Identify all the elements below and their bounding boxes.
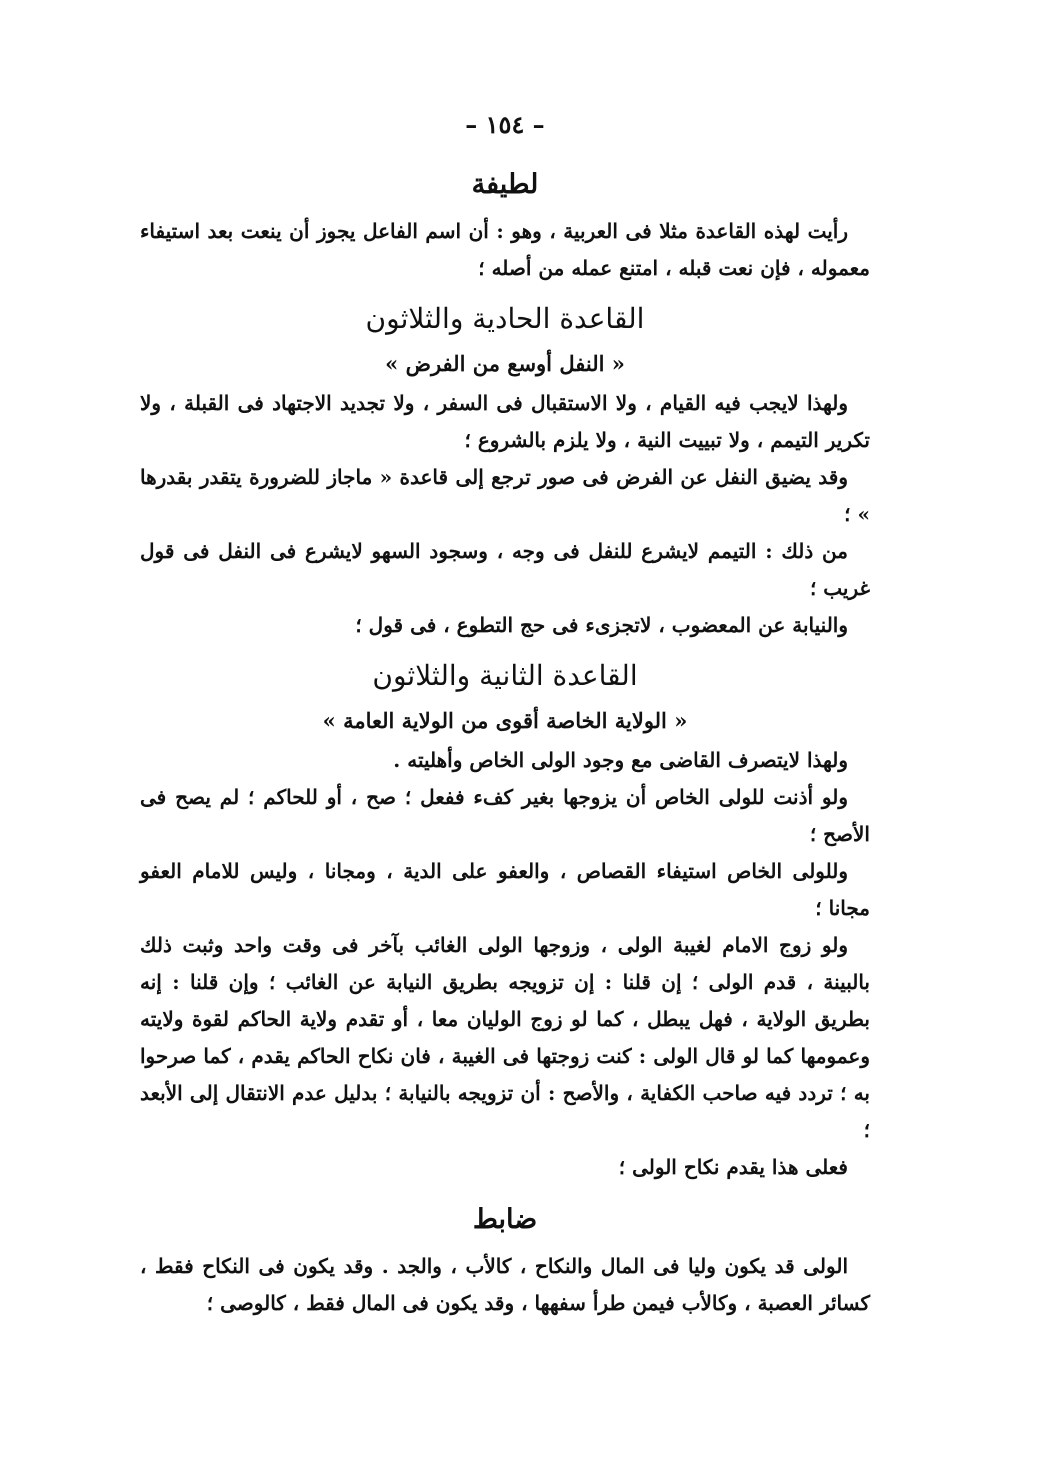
- paragraph: الولى قد يكون وليا فى المال والنكاح ، كالأب ، والجد . وقد يكون فى النكاح فقط ، كسائر العصبة ، وكالأب فيمن طرأ سفهها ، وقد يكون فى المال فقط ، كالوصى ؛: [140, 1254, 870, 1315]
- section-rule-31: [140, 301, 870, 644]
- section-rule-32: [140, 658, 870, 1186]
- paragraph: ولهذا لايتصرف القاضى مع وجود الولى الخاص وأهليته .: [393, 748, 848, 772]
- paragraph: وقد يضيق النفل عن الفرض فى صور ترجع إلى قاعدة « ماجاز للضرورة يتقدر بقدرها » ؛: [140, 465, 870, 526]
- section-heading: ضابط: [472, 1204, 538, 1235]
- paragraph: وللولى الخاص استيفاء القصاص ، والعفو على الدية ، ومجانا ، وليس للامام العفو مجانا ؛: [140, 859, 870, 920]
- section-latifa: [140, 167, 870, 287]
- section-heading: القاعدة الحادية والثلاثون: [365, 302, 645, 335]
- section-dabit: [140, 1202, 870, 1322]
- paragraph: فعلى هذا يقدم نكاح الولى ؛: [618, 1155, 848, 1179]
- paragraph: من ذلك : التيمم لايشرع للنفل فى وجه ، وسجود السهو لايشرع فى النفل فى قول غريب ؛: [140, 539, 870, 600]
- paragraph: ولو زوج الامام لغيبة الولى ، وزوجها الولى الغائب بآخر فى وقت واحد وثبت ذلك بالبينة ، قدم الولى ؛ إن قلنا : إن تزويجه بطريق النيابة عن الغائب ؛ وإن قلنا : إنه بطريق الولاية ، فهل يبطل ، كما لو زوج الوليان معا ، أو تقدم ولاية الحاكم لقوة ولايته وعمومها كما لو قال الولى : كنت زوجتها فى الغيبة ، فان نكاح الحاكم يقدم ، كما صرحوا به ؛ تردد فيه صاحب الكفاية ، والأصح : أن تزويجه بالنيابة ؛ بدليل عدم الانتقال إلى الأبعد ؛: [140, 933, 870, 1142]
- page-number: – ١٥٤ –: [465, 110, 545, 139]
- section-heading: لطيفة: [471, 169, 539, 200]
- rule-statement: « الولاية الخاصة أقوى من الولاية العامة »: [322, 708, 688, 733]
- paragraph: ولهذا لايجب فيه القيام ، ولا الاستقبال فى السفر ، ولا تجديد الاجتهاد فى القبلة ، ولا تكرير التيمم ، ولا تبييت النية ، ولا يلزم بالشروع ؛: [140, 391, 870, 452]
- section-heading: القاعدة الثانية والثلاثون: [372, 659, 638, 692]
- paragraph: والنيابة عن المعضوب ، لاتجزىء فى حج التطوع ، فى قول ؛: [355, 613, 848, 637]
- rule-statement: « النفل أوسع من الفرض »: [385, 351, 625, 376]
- paragraph: ولو أذنت للولى الخاص أن يزوجها بغير كفء ففعل ؛ صح ، أو للحاكم ؛ لم يصح فى الأصح ؛: [140, 785, 870, 846]
- document-page: [140, 110, 870, 1322]
- paragraph: رأيت لهذه القاعدة مثلا فى العربية ، وهو : أن اسم الفاعل يجوز أن ينعت بعد استيفاء معموله ، فإن نعت قبله ، امتنع عمله من أصله ؛: [140, 219, 870, 280]
